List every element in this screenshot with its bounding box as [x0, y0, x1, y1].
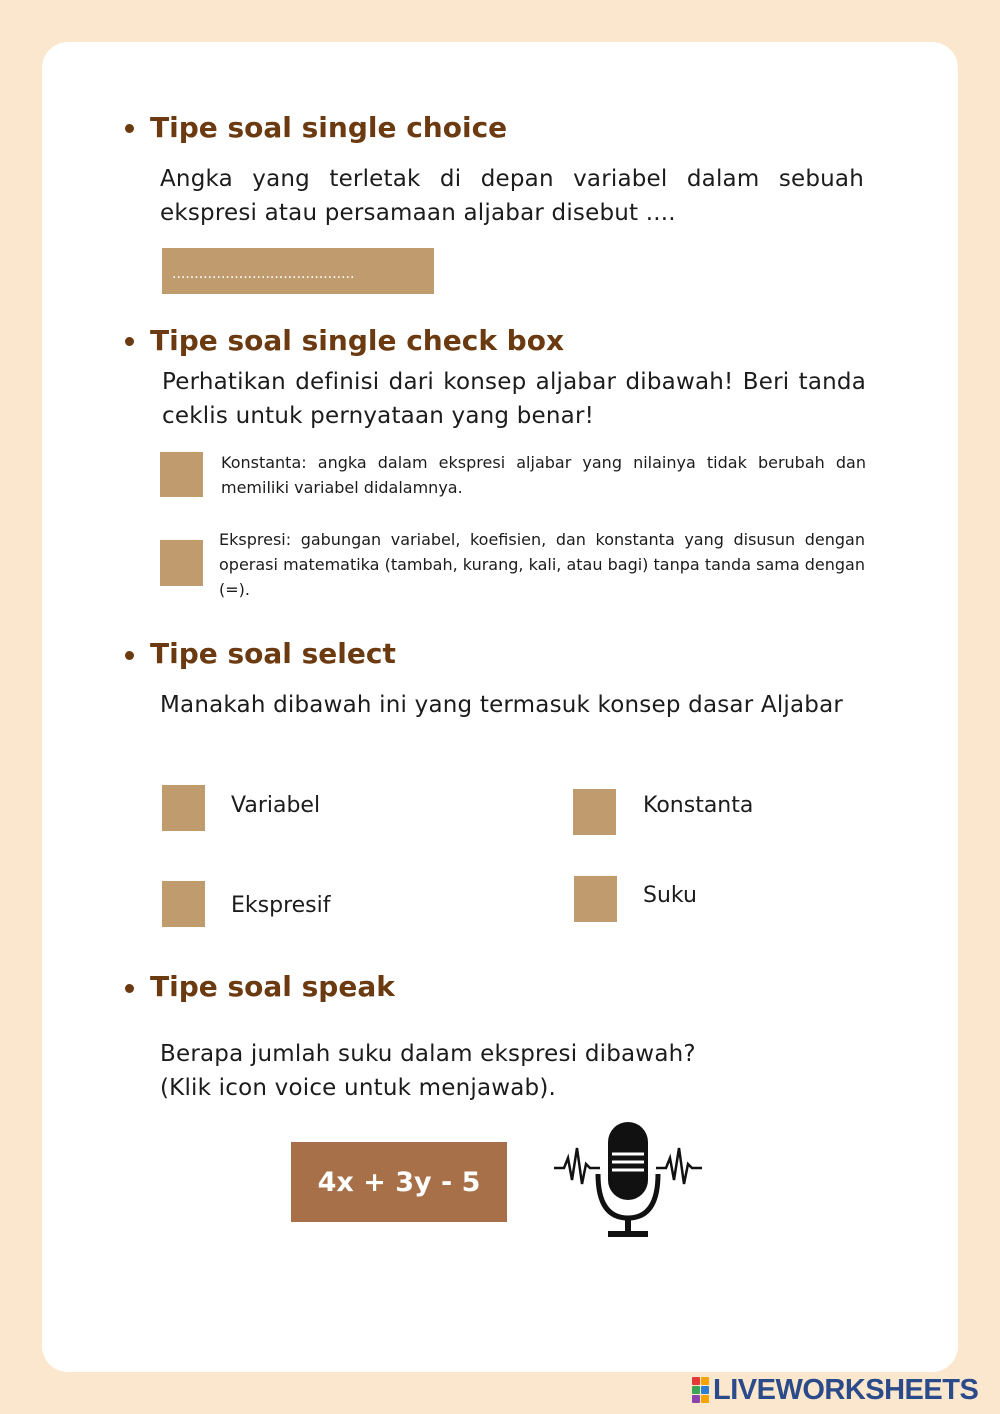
question-single-choice: Angka yang terletak di depan variabel dalam sebuah ekspresi atau persamaan aljabar disebut .... — [160, 166, 864, 226]
section-title-speak: Tipe soal speak — [150, 970, 395, 1003]
select-option-box[interactable] — [573, 789, 616, 835]
section-title-single-choice: Tipe soal single choice — [150, 111, 508, 144]
question-speak-line1: Berapa jumlah suku dalam ekspresi dibawah? — [160, 1041, 696, 1067]
liveworksheets-brand — [692, 1374, 978, 1406]
select-option-label: Konstanta — [643, 793, 754, 818]
bullet — [125, 984, 134, 993]
checkbox[interactable] — [160, 452, 203, 497]
question-select: Manakah dibawah ini yang termasuk konsep dasar Aljabar — [160, 692, 844, 718]
bullet — [125, 337, 134, 346]
checkbox[interactable] — [160, 540, 203, 586]
answer-input[interactable]: ......................................... — [162, 248, 434, 294]
brand-text: LIVEWORKSHEETS — [713, 1373, 979, 1406]
bullet — [125, 124, 134, 133]
checkbox-option-label: Konstanta: angka dalam ekspresi aljabar yang nilainya tidak berubah dan memiliki variabel didalamnya. — [221, 453, 866, 497]
question-single-check-box: Perhatikan definisi dari konsep aljabar dibawah! Beri tanda ceklis untuk pernyataan yang benar! — [162, 369, 866, 429]
question-speak-line2: (Klik icon voice untuk menjawab). — [160, 1075, 557, 1101]
select-option-label: Variabel — [231, 793, 321, 818]
liveworksheets-logo-icon — [692, 1377, 709, 1403]
select-option-box[interactable] — [162, 785, 205, 831]
select-option-box[interactable] — [162, 881, 205, 927]
expression-box: 4x + 3y - 5 — [291, 1142, 507, 1222]
select-option-box[interactable] — [574, 876, 617, 922]
checkbox-option-label: Ekspresi: gabungan variabel, koefisien, dan konstanta yang disusun dengan operasi matematika (tambah, kurang, kali, atau bagi) tanpa tanda sama dengan (=). — [219, 530, 865, 599]
section-title-single-check-box: Tipe soal single check box — [150, 324, 565, 357]
microphone-icon[interactable] — [552, 1118, 704, 1240]
select-option-label: Ekspresif — [231, 893, 331, 918]
section-title-select: Tipe soal select — [150, 637, 396, 670]
bullet — [125, 651, 134, 660]
select-option-label: Suku — [643, 883, 697, 908]
